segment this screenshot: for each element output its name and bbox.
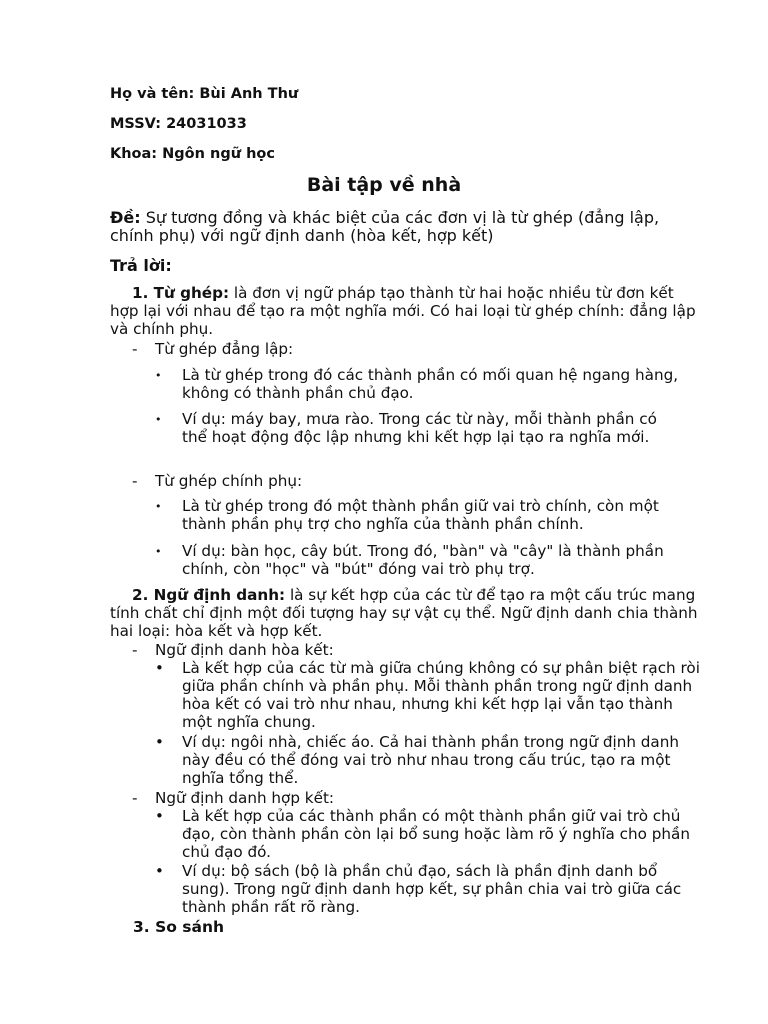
section-2-sub-2-label: Ngữ định danh hợp kết: [155, 789, 335, 807]
bullet-marker: • [155, 500, 162, 513]
bullet-marker: • [155, 369, 162, 382]
section-2-paragraph [110, 586, 700, 640]
list-item-text: Ví dụ: bàn học, cây bút. Trong đó, "bàn" và "cây" là thành phần chính, còn "học" và "bút" đóng vai trò phụ trợ. [182, 542, 664, 578]
department: Khoa: Ngôn ngữ học [110, 146, 275, 162]
student-name: Họ và tên: Bùi Anh Thư [110, 86, 299, 102]
bullet-marker: • [155, 659, 164, 677]
section-2-intro: là sự kết hợp của các từ để tạo ra một cấu trúc mang tính chất chỉ định một đối tượng hay sự vật cụ thể. Ngữ định danh chia thành hai loại: hòa kết và hợp kết. [110, 586, 698, 640]
bullet-marker: • [155, 862, 164, 880]
section-1-sub-2-label: Từ ghép chính phụ: [155, 472, 303, 490]
topic-label: Đề: [110, 208, 141, 227]
list-item-text: Là từ ghép trong đó một thành phần giữ vai trò chính, còn một thành phần phụ trợ cho nghĩa của thành phần chính. [182, 497, 659, 533]
list-item-text: Ví dụ: máy bay, mưa rào. Trong các từ này, mỗi thành phần có thể hoạt động độc lập nhưng khi kết hợp lại tạo ra nghĩa mới. [182, 410, 657, 446]
section-1-intro: là đơn vị ngữ pháp tạo thành từ hai hoặc nhiều từ đơn kết hợp lại với nhau để tạo ra một nghĩa mới. Có hai loại từ ghép chính: đẳng lập và chính phụ. [110, 284, 696, 338]
answer-label: Trả lời: [110, 256, 172, 275]
list-item-text: Là kết hợp của các thành phần có một thành phần giữ vai trò chủ đạo, còn thành phần còn lại bổ sung hoặc làm rõ ý nghĩa cho phần chủ đạo đó. [182, 807, 690, 861]
section-3-heading: 3. So sánh [133, 918, 225, 936]
page-title: Bài tập về nhà [306, 174, 462, 196]
bullet-marker: • [155, 807, 164, 825]
bullet-marker: • [155, 545, 162, 558]
dash-marker: - [132, 340, 138, 358]
list-item-text: Là kết hợp của các từ mà giữa chúng không có sự phân biệt rạch ròi giữa phần chính và phần phụ. Mỗi thành phần trong ngữ định danh hòa kết có vai trò như nhau, nhưng khi kết hợp lại vẫn tạo thành một nghĩa chung. [182, 659, 700, 731]
list-item-text: Là từ ghép trong đó các thành phần có mối quan hệ ngang hàng, không có thành phần chủ đạo. [182, 366, 679, 402]
bullet-marker: • [155, 733, 164, 751]
list-item-text: Ví dụ: bộ sách (bộ là phần chủ đạo, sách là phần định danh bổ sung). Trong ngữ định danh hợp kết, sự phân chia vai trò giữa các thành phần rất rõ ràng. [182, 862, 682, 916]
section-2-sub-1-label: Ngữ định danh hòa kết: [155, 641, 334, 659]
bullet-marker: • [155, 413, 162, 426]
assignment-topic [110, 209, 700, 245]
dash-marker: - [132, 472, 138, 490]
student-id: MSSV: 24031033 [110, 116, 247, 132]
section-1-paragraph [110, 284, 700, 338]
section-1-sub-1-label: Từ ghép đẳng lập: [155, 340, 294, 358]
list-item-text: Ví dụ: ngôi nhà, chiếc áo. Cả hai thành phần trong ngữ định danh này đều có thể đóng vai trò như nhau trong cấu trúc, tạo ra một nghĩa tổng thể. [182, 733, 679, 787]
section-1-heading: 1. Từ ghép: [132, 284, 230, 302]
topic-text: Sự tương đồng và khác biệt của các đơn vị là từ ghép (đẳng lập, chính phụ) với ngữ định danh (hòa kết, hợp kết) [110, 208, 660, 245]
section-2-heading: 2. Ngữ định danh: [132, 586, 286, 604]
dash-marker: - [132, 789, 138, 807]
dash-marker: - [132, 641, 138, 659]
